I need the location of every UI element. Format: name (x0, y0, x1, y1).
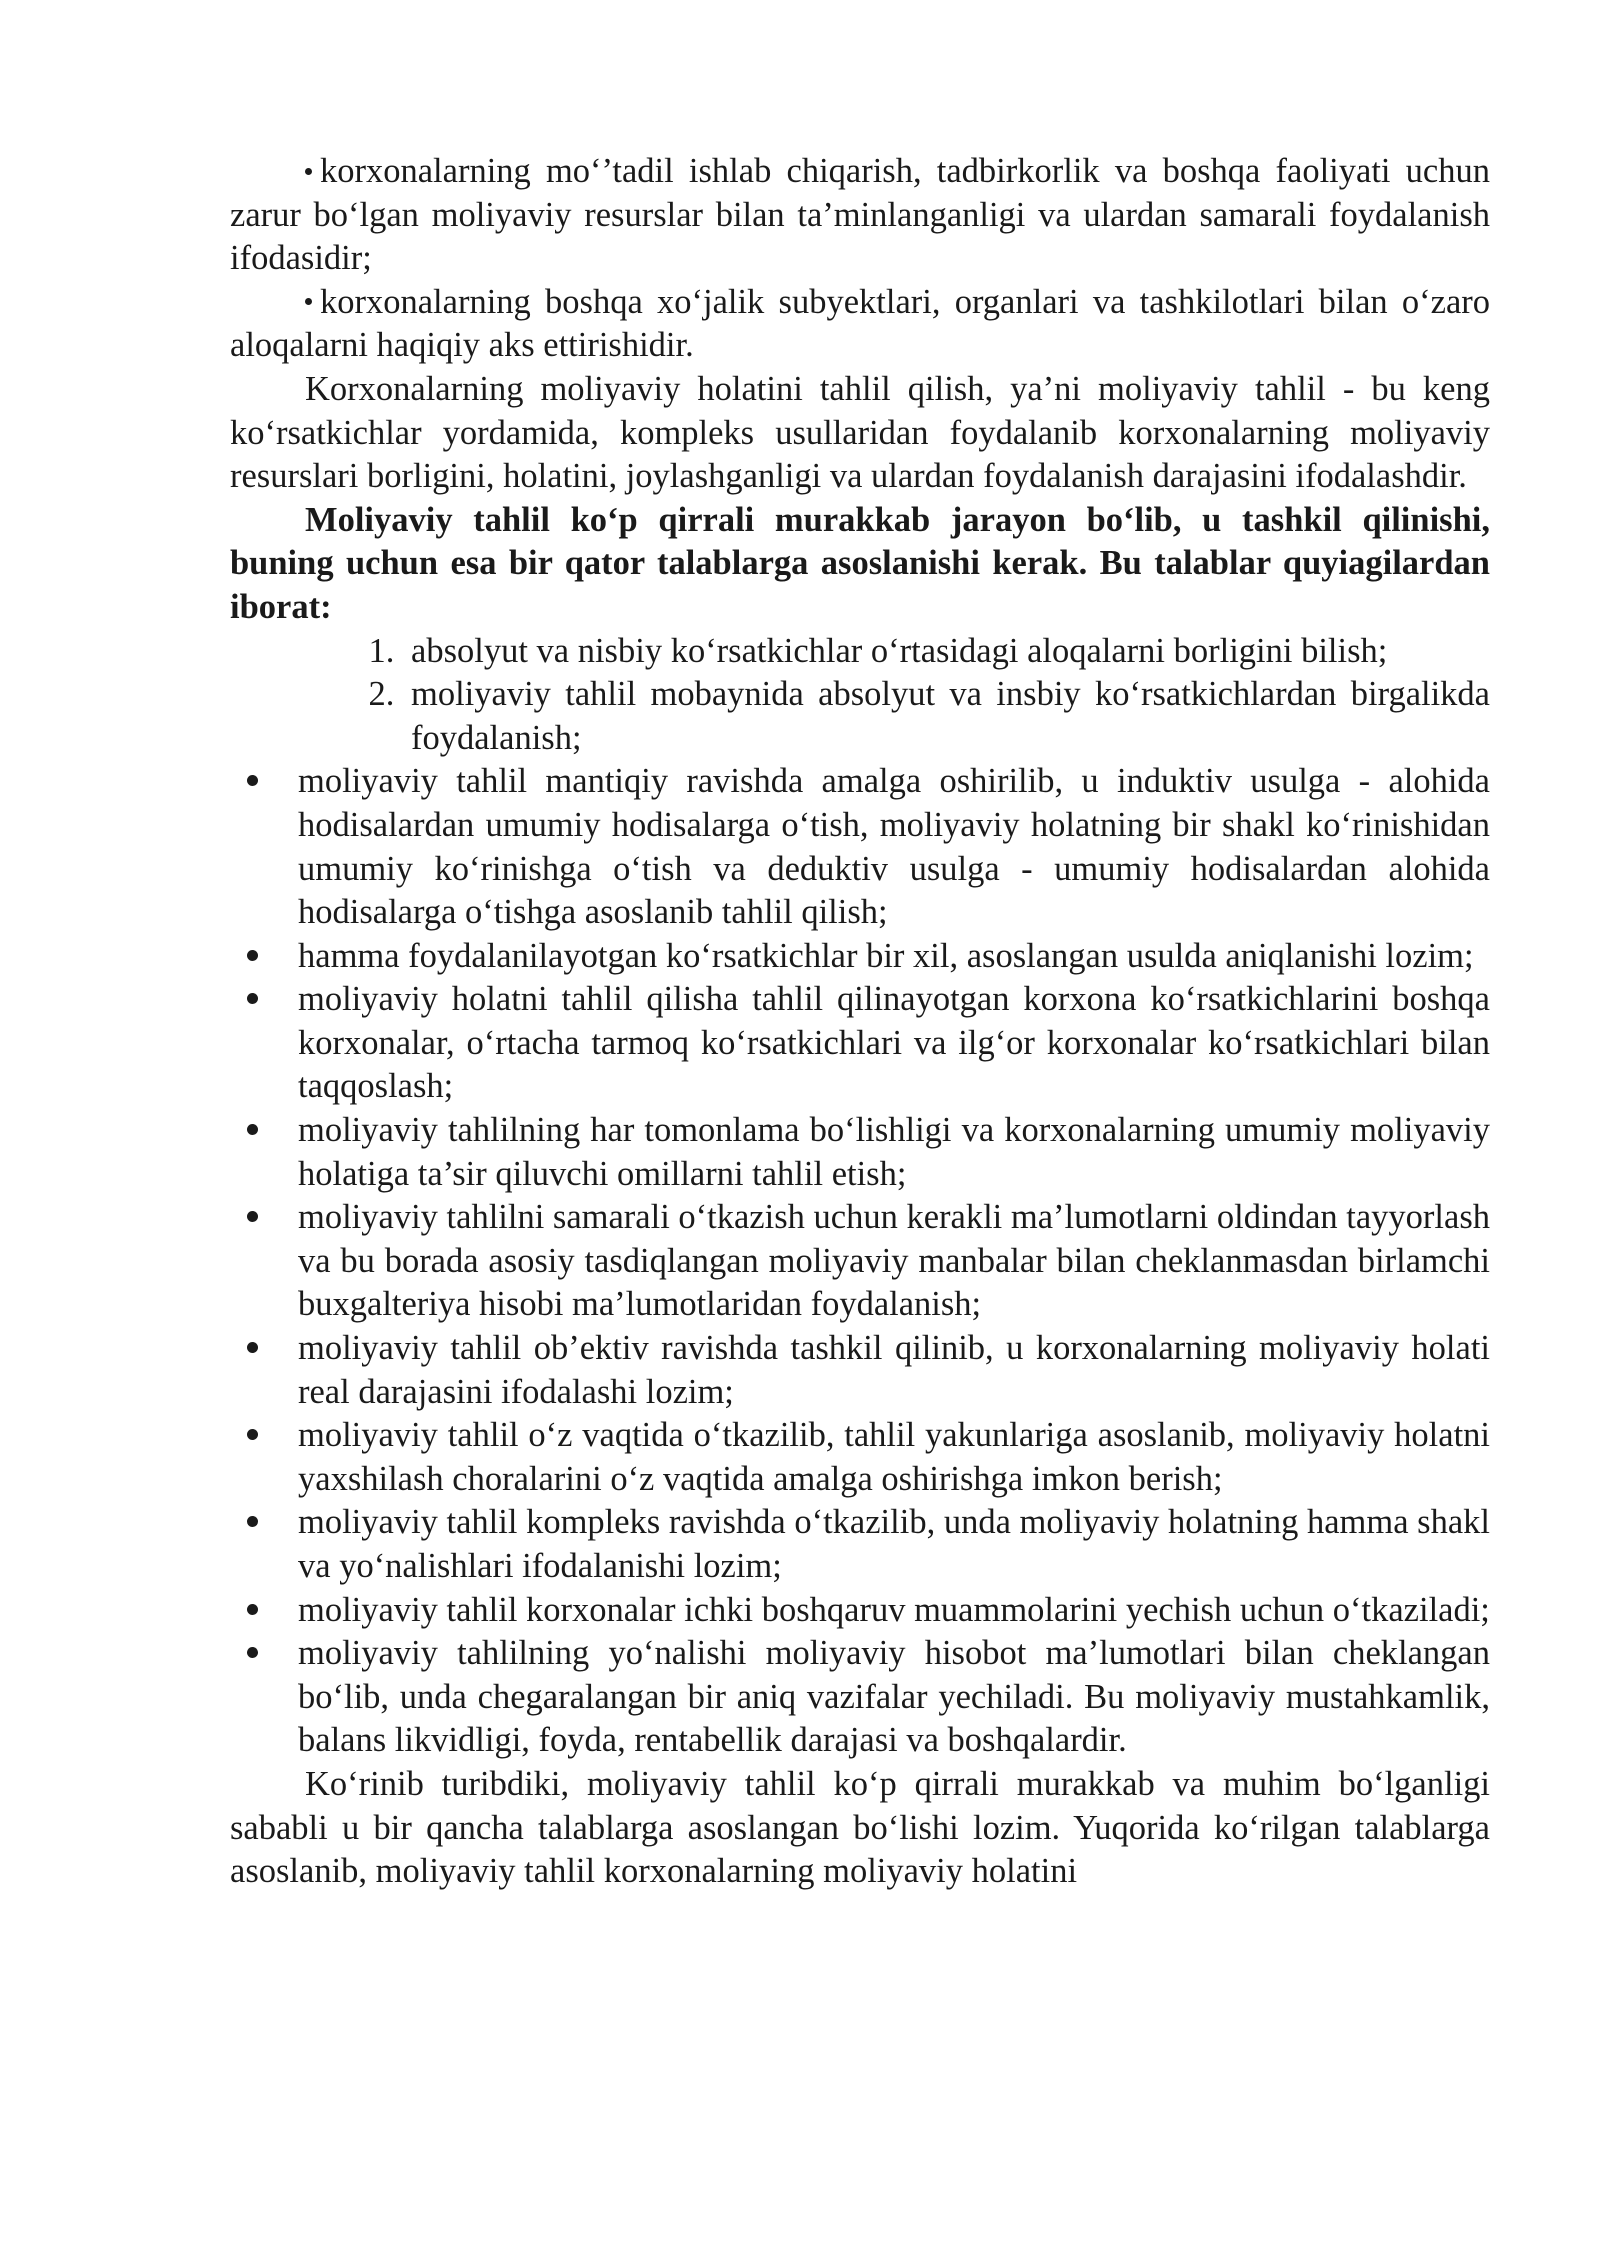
bullet-icon (247, 1647, 258, 1658)
list-item-text: moliyaviy holatni tahlil qilisha tahlil qilinayotgan korxona ko‘rsatkichlarini boshqa korxonalar, o‘rtacha tarmoq ko‘rsatkichlari va ilg‘or korxonalar ko‘rsatkichlari bilan taqqoslash; (298, 980, 1490, 1106)
list-item (230, 1196, 1490, 1327)
list-item (230, 1109, 1490, 1196)
bullet-icon (247, 1429, 258, 1440)
list-item (230, 978, 1490, 1109)
closing-paragraph: Ko‘rinib turibdiki, moliyaviy tahlil ko‘p qirrali murakkab va muhim bo‘lganligi sababli u bir qancha talablarga asoslangan bo‘lishi lozim. Yuqorida ko‘rilgan talablarga asoslanib, moliyaviy tahlil korxonalarning moliyaviy holatini (230, 1764, 1490, 1891)
list-item (230, 935, 1490, 979)
list-item-text: moliyaviy tahlilni samarali o‘tkazish uchun kerakli ma’lumotlarni oldindan tayyorlash va bu borada asosiy tasdiqlangan moliyaviy manbalar bilan cheklanmasdan birlamchi buxgalteriya hisobi ma’lumotlaridan foydalanish; (298, 1198, 1490, 1324)
list-item-text: moliyaviy tahlil kompleks ravishda o‘tkazilib, unda moliyaviy holatning hamma shakl va yo‘nalishlari ifodalanishi lozim; (298, 1503, 1490, 1585)
numbered-item: 1. absolyut va nisbiy ko‘rsatkichlar o‘rtasidagi aloqalarni borligini bilish; (403, 630, 1490, 674)
intro-bullet-1 (230, 150, 1490, 281)
list-item (230, 760, 1490, 934)
list-item (230, 1632, 1490, 1763)
bullet-icon (247, 1516, 258, 1527)
list-item-text: hamma foydalanilayotgan ko‘rsatkichlar bir xil, asoslangan usulda aniqlanishi lozim; (298, 936, 1474, 975)
list-item-text: moliyaviy tahlil o‘z vaqtida o‘tkazilib, tahlil yakunlariga asoslanib, moliyaviy holatni yaxshilash choralarini o‘z vaqtida amalga oshirishga imkon berish; (298, 1416, 1490, 1498)
numbered-list (230, 630, 1490, 761)
intro-bullet-text: korxonalarning mo‘’tadil ishlab chiqarish, tadbirkorlik va boshqa faoliyati uchun zarur bo‘lgan moliyaviy resurslar bilan ta’minlanganligi va ulardan samarali foydalanish ifodasidir; (230, 152, 1490, 278)
list-item-text: moliyaviy tahlil korxonalar ichki boshqaruv muammolarini yechish uchun o‘tkaziladi; (298, 1590, 1490, 1629)
list-item (230, 1414, 1490, 1501)
intro-bullet-text: korxonalarning boshqa xo‘jalik subyektlari, organlari va tashkilotlari bilan o‘zaro aloqalarni haqiqiy aks ettirishidir. (230, 282, 1490, 365)
list-item (230, 1327, 1490, 1414)
requirements-list (230, 760, 1490, 1763)
list-item-text: moliyaviy tahlil mantiqiy ravishda amalga oshirilib, u induktiv usulga - alohida hodisalardan umumiy hodisalarga o‘tish, moliyaviy holatning bir shakl ko‘rinishidan umumiy ko‘rinishga o‘tish va deduktiv usulga - umumiy hodisalardan alohida hodisalarga o‘tishga asoslanib tahlil qilish; (298, 762, 1490, 932)
bullet-icon (247, 1211, 258, 1222)
list-item-text: moliyaviy tahlilning yo‘nalishi moliyaviy hisobot ma’lumotlari bilan cheklangan bo‘lib, unda chegaralangan bir aniq vazifalar yechiladi. Bu moliyaviy mustahkamlik, balans likvidligi, foyda, rentabellik darajasi va boshqalardir. (298, 1634, 1490, 1760)
list-item (230, 1589, 1490, 1633)
document-page (230, 150, 1490, 1894)
bullet-icon (247, 1604, 258, 1615)
bullet-icon (247, 950, 258, 961)
paragraph-definition: Korxonalarning moliyaviy holatini tahlil qilish, ya’ni moliyaviy tahlil - bu keng ko‘rsatkichlar yordamida, kompleks usullaridan foydalanib korxonalarning moliyaviy resurslari borligini, holatini, joylashganligi va ulardan foydalanish darajasini ifodalashdir. (230, 369, 1490, 496)
bold-paragraph-requirements-intro: Moliyaviy tahlil ko‘p qirrali murakkab jarayon bo‘lib, u tashkil qilinishi, buning uchun esa bir qator talablarga asoslanishi kerak. Bu talablar quyiagilardan iborat: (230, 500, 1490, 626)
bullet-icon (247, 1342, 258, 1353)
list-item (230, 1501, 1490, 1588)
list-item-text: moliyaviy tahlilning har tomonlama bo‘lishligi va korxonalarning umumiy moliyaviy holatiga ta’sir qiluvchi omillarni tahlil etish; (298, 1111, 1490, 1193)
bullet-icon (305, 298, 312, 305)
intro-bullet-2 (230, 281, 1490, 368)
list-item-text: moliyaviy tahlil ob’ektiv ravishda tashkil qilinib, u korxonalarning moliyaviy holati real darajasini ifodalashi lozim; (298, 1329, 1490, 1411)
bullet-icon (247, 993, 258, 1004)
bullet-icon (247, 775, 258, 786)
numbered-item: 2. moliyaviy tahlil mobaynida absolyut va insbiy ko‘rsatkichlardan birgalikda foydalanish; (403, 673, 1490, 760)
bullet-icon (305, 168, 312, 175)
bullet-icon (247, 1124, 258, 1135)
